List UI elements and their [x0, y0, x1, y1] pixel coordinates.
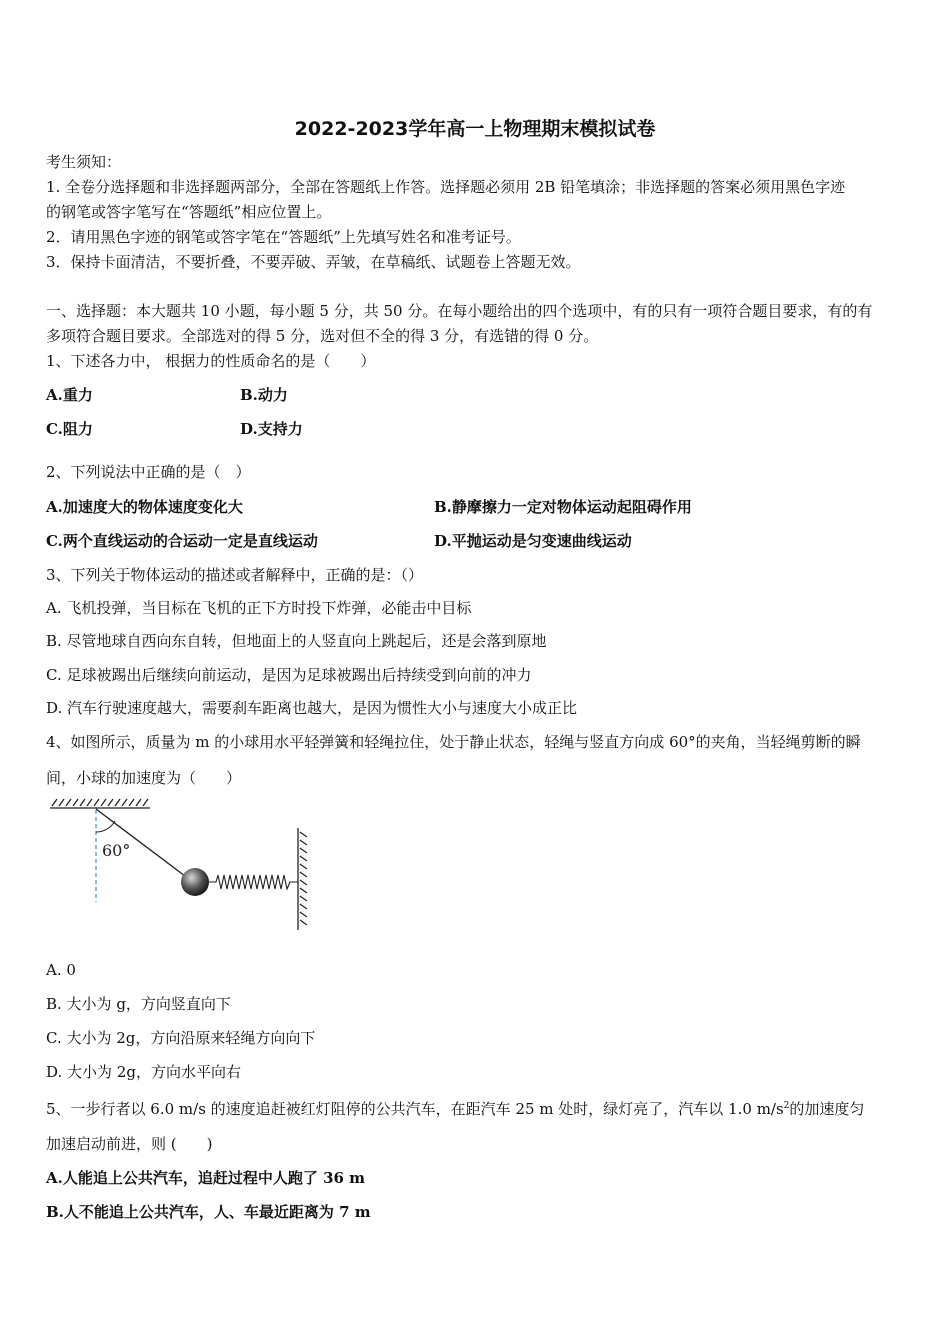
- q4-option-c[interactable]: C. 大小为 2g，方向沿原来轻绳方向向下: [46, 1029, 316, 1047]
- q4-stem-line-1: 4、如图所示，质量为 m 的小球用水平轻弹簧和轻绳拉住，处于静止状态，轻绳与竖直方向成 60°的夹角，当轻绳剪断的瞬: [46, 733, 861, 751]
- q3-option-b[interactable]: B. 尽管地球自西向东自转，但地面上的人竖直向上跳起后，还是会落到原地: [46, 632, 547, 650]
- angle-label: 60°: [102, 841, 131, 860]
- q4-option-d[interactable]: D. 大小为 2g，方向水平向右: [46, 1063, 241, 1081]
- q3-option-d[interactable]: D. 汽车行驶速度越大，需要刹车距离也越大，是因为惯性大小与速度大小成正比: [46, 699, 578, 717]
- q4-option-b[interactable]: B. 大小为 g，方向竖直向下: [46, 995, 231, 1013]
- q1-stem: 1、下述各力中， 根据力的性质命名的是（ ）: [46, 352, 376, 370]
- q2-option-c[interactable]: C.两个直线运动的合运动一定是直线运动: [46, 532, 318, 550]
- q4-figure-spring-ball: [44, 796, 314, 936]
- q4-option-a[interactable]: A. 0: [46, 961, 76, 979]
- notice-heading: 考生须知：: [46, 153, 122, 171]
- q2-option-d[interactable]: D.平抛运动是匀变速曲线运动: [434, 532, 632, 550]
- angle-arc: [96, 821, 115, 832]
- q3-option-c[interactable]: C. 足球被踢出后继续向前运动，是因为足球被踢出后持续受到向前的冲力: [46, 666, 532, 684]
- q5-stem-line-1-tail: 的加速度匀: [789, 1100, 865, 1118]
- q4-stem-line-2: 间，小球的加速度为（ ）: [46, 769, 242, 787]
- q5-option-a[interactable]: A.人能追上公共汽车，追赶过程中人跑了 36 m: [46, 1169, 366, 1187]
- wall-hatch: [298, 828, 307, 930]
- q2-option-b[interactable]: B.静摩擦力一定对物体运动起阻碍作用: [434, 498, 692, 516]
- q1-option-b[interactable]: B.动力: [240, 386, 288, 404]
- notice-item-2: 2．请用黑色字迹的钢笔或答字笔在“答题纸”上先填写姓名和准考证号。: [46, 228, 521, 246]
- spring: [208, 875, 298, 889]
- q5-stem-line-2: 加速启动前进，则 ( ): [46, 1135, 213, 1153]
- q2-stem: 2、下列说法中正确的是（ ）: [46, 463, 251, 481]
- q1-option-a[interactable]: A.重力: [46, 386, 93, 404]
- q1-option-d[interactable]: D.支持力: [240, 420, 303, 438]
- notice-item-1: 1. 全卷分选择题和非选择题两部分，全部在答题纸上作答。选择题必须用 2B 铅笔填涂；非选择题的答案必须用黑色字迹: [46, 178, 846, 196]
- section-intro-line-2: 多项符合题目要求。全部选对的得 5 分，选对但不全的得 3 分，有选错的得 0 分。: [46, 327, 599, 345]
- notice-item-1-cont: 的钢笔或答字笔写在“答题纸”相应位置上。: [46, 203, 332, 221]
- ceiling-hatch: [50, 799, 150, 808]
- q5-option-b[interactable]: B.人不能追上公共汽车，人、车最近距离为 7 m: [46, 1203, 371, 1221]
- q5-stem-line-1-text: 5、一步行者以 6.0 m/s 的速度追赶被红灯阻停的公共汽车，在距汽车 25 m 处时，绿灯亮了，汽车以 1.0 m/s: [46, 1100, 784, 1118]
- q1-option-c[interactable]: C.阻力: [46, 420, 93, 438]
- q3-stem: 3、下列关于物体运动的描述或者解释中，正确的是：（）: [46, 566, 424, 584]
- q5-superscript: 2: [783, 1101, 790, 1111]
- ball: [181, 868, 209, 896]
- q2-option-a[interactable]: A.加速度大的物体速度变化大: [46, 498, 243, 516]
- page-title: 2022-2023学年高一上物理期末模拟试卷: [294, 118, 656, 140]
- notice-item-3: 3．保持卡面清洁，不要折叠，不要弄破、弄皱，在草稿纸、试题卷上答题无效。: [46, 253, 581, 271]
- q3-option-a[interactable]: A. 飞机投弹，当目标在飞机的正下方时投下炸弹，必能击中目标: [46, 599, 472, 617]
- section-intro-line-1: 一、选择题：本大题共 10 小题，每小题 5 分，共 50 分。在每小题给出的四个选项中，有的只有一项符合题目要求，有的有: [46, 302, 873, 320]
- q5-stem-line-1: [46, 1096, 906, 1119]
